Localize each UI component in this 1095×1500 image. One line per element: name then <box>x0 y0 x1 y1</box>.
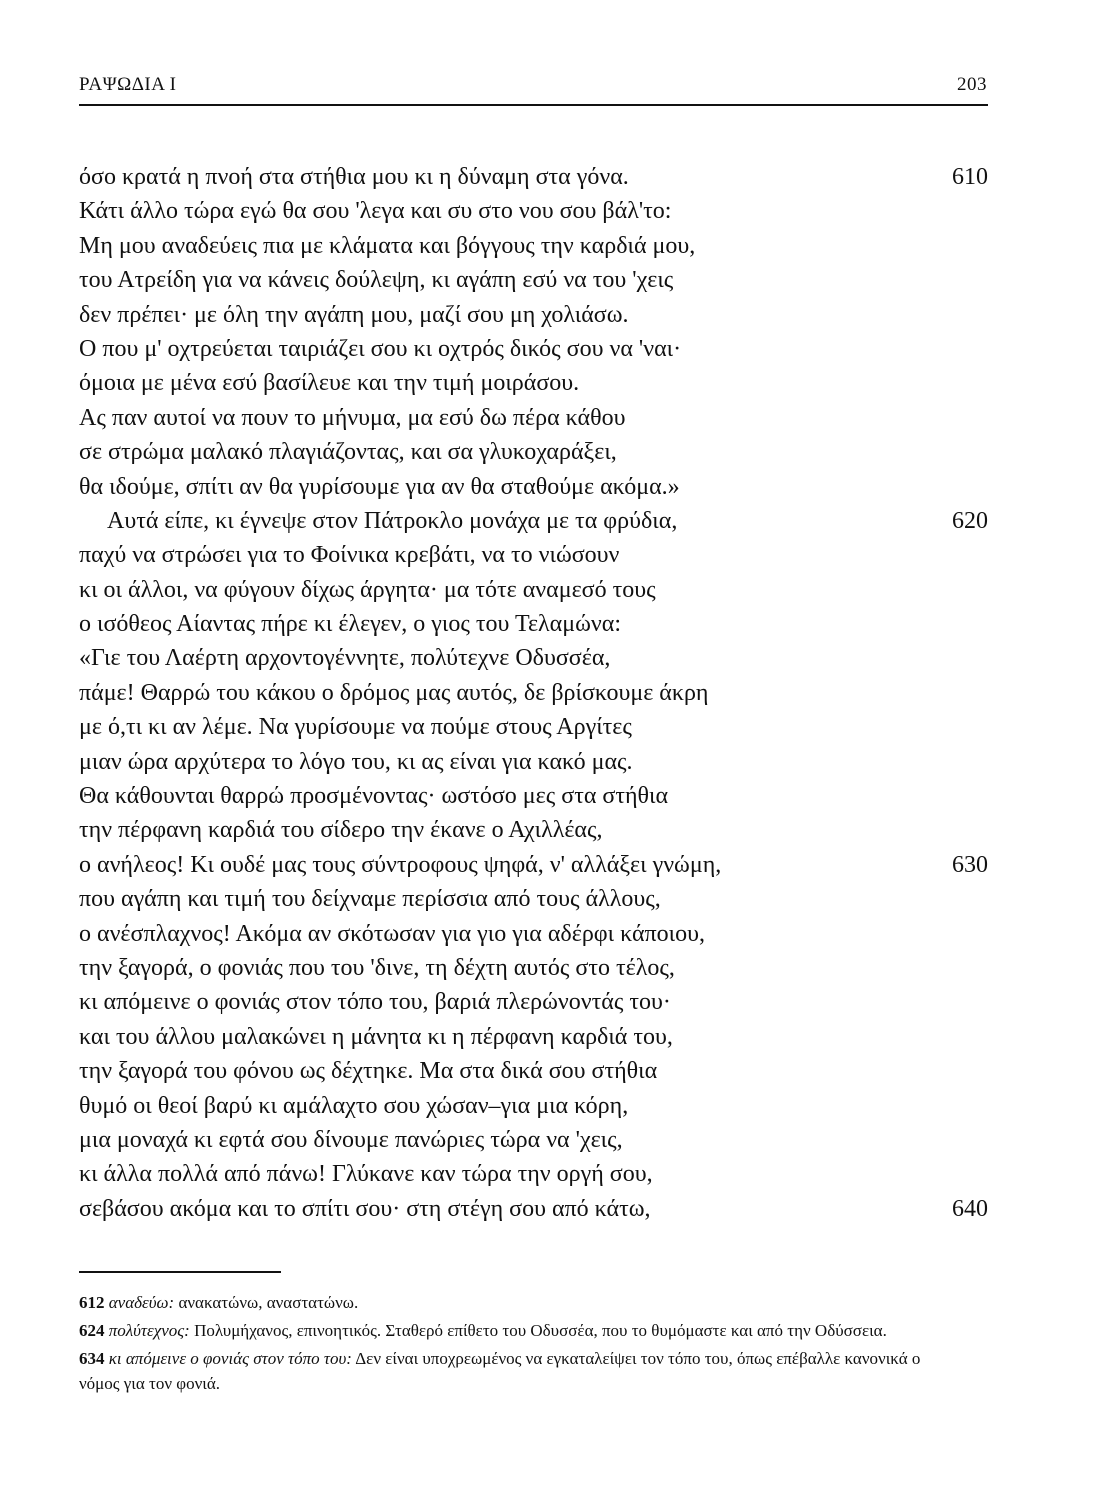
verse-text: παχύ να στρώσει για το Φοίνικα κρεβάτι, να το νιώσουν <box>79 542 620 569</box>
verse-text: Αυτά είπε, κι έγνεψε στον Πάτροκλο μονάχα με τα φρύδια, <box>107 507 678 534</box>
verse-line <box>79 607 988 641</box>
footnote <box>79 1346 939 1396</box>
verse-text: που αγάπη και τιμή του δείχναμε περίσσια από τους άλλους, <box>79 886 661 913</box>
verse-text: ο ισόθεος Αίαντας πήρε κι έλεγεν, ο γιος του Τελαμώνα: <box>79 611 621 638</box>
verse-text: και του άλλου μαλακώνει η μάνητα κι η πέρφανη καρδιά του, <box>79 1023 673 1050</box>
verse-line <box>79 813 988 847</box>
verse-text: κι άλλα πολλά από πάνω! Γλύκανε καν τώρα την οργή σου, <box>79 1161 653 1188</box>
verse-text: όσο κρατά η πνοή στα στήθια μου κι η δύναμη στα γόνα. <box>79 164 629 190</box>
verse-line <box>79 435 988 469</box>
verse-line <box>79 951 988 985</box>
footnote <box>79 1318 939 1343</box>
verse-text: Ας παν αυτοί να πουν το μήνυμα, μα εσύ δω πέρα κάθου <box>79 404 626 431</box>
verse-line <box>79 848 988 882</box>
verse-text: πάμε! Θαρρώ του κάκου ο δρόμος μας αυτός, δε βρίσκουμε άκρη <box>79 679 709 706</box>
verse-line <box>79 229 988 263</box>
verse-line <box>79 366 988 400</box>
verse-line <box>79 1089 988 1123</box>
verse-text: την ξαγορά του φόνου ως δέχτηκε. Μα στα δικά σου στήθια <box>79 1058 658 1085</box>
book-title: ΡΑΨΩΔΙΑ Ι <box>79 74 177 95</box>
verse-text: όμοια με μένα εσύ βασίλευε και την τιμή μοιράσου. <box>79 370 580 397</box>
verse-line <box>79 160 988 194</box>
verse-text: με ό,τι κι αν λέμε. Να γυρίσουμε να πούμε στους Αργίτες <box>79 714 632 741</box>
footnote-rule <box>79 1271 281 1273</box>
line-number: 620 <box>952 507 988 534</box>
verse-line <box>79 573 988 607</box>
verse-line <box>79 710 988 744</box>
verse-line <box>79 470 988 504</box>
footnotes <box>79 1290 939 1399</box>
verse-text: κι οι άλλοι, να φύγουν δίχως άργητα· μα τότε αναμεσό τους <box>79 576 656 603</box>
verse-text: Κάτι άλλο τώρα εγώ θα σου 'λεγα και συ στο νου σου βάλ'το: <box>79 198 672 225</box>
running-head <box>79 74 987 102</box>
verse-line <box>79 985 988 1019</box>
verse-line <box>79 676 988 710</box>
verse-line <box>79 298 988 332</box>
line-number: 640 <box>952 1195 988 1222</box>
verse-text: ο ανέσπλαχνος! Ακόμα αν σκότωσαν για γιο για αδέρφι κάποιου, <box>79 920 706 947</box>
verse-block <box>79 160 988 1226</box>
verse-line <box>79 641 988 675</box>
verse-text: την ξαγορά, ο φονιάς που του 'δινε, τη δέχτη αυτός στο τέλος, <box>79 954 675 981</box>
verse-text: θυμό οι θεοί βαρύ κι αμάλαχτο σου χώσαν–για μια κόρη, <box>79 1092 629 1119</box>
footnote-text: Δεν είναι υποχρεωμένος να εγκαταλείψει τον τόπο του, όπως επέβαλλε κανονικά ο νόμος για τον φονιά. <box>79 1349 921 1393</box>
verse-text: σεβάσου ακόμα και το σπίτι σου· στη στέγη σου από κάτω, <box>79 1195 651 1222</box>
verse-line <box>79 917 988 951</box>
verse-text: Ο που μ' οχτρεύεται ταιριάζει σου κι οχτρός δικός σου να 'ναι· <box>79 335 682 362</box>
verse-text: Θα κάθουνται θαρρώ προσμένοντας· ωστόσο μες στα στήθια <box>79 783 669 810</box>
verse-line <box>79 401 988 435</box>
footnote-ref: 612 <box>79 1293 105 1312</box>
verse-line <box>79 1157 988 1191</box>
footnote-lemma: αναδεύω: <box>108 1293 175 1312</box>
verse-text: δεν πρέπει· με όλη την αγάπη μου, μαζί σου μη χολιάσω. <box>79 301 629 328</box>
verse-text: θα ιδούμε, σπίτι αν θα γυρίσουμε για αν θα σταθούμε ακόμα.» <box>79 473 680 500</box>
verse-line <box>79 1020 988 1054</box>
line-number: 610 <box>952 164 988 190</box>
line-number: 630 <box>952 851 988 878</box>
verse-line <box>79 745 988 779</box>
verse-text: «Γιε του Λαέρτη αρχοντογέννητε, πολύτεχνε Οδυσσέα, <box>79 645 611 672</box>
footnote-lemma: πολύτεχνος: <box>108 1321 190 1340</box>
verse-line <box>79 1192 988 1226</box>
page-number: 203 <box>957 74 987 95</box>
verse-text: ο ανήλεος! Κι ουδέ μας τους σύντροφους ψηφά, ν' αλλάξει γνώμη, <box>79 851 722 878</box>
verse-text: μιαν ώρα αρχύτερα το λόγο του, κι ας είναι για κακό μας. <box>79 748 633 775</box>
footnote-ref: 624 <box>79 1321 105 1340</box>
verse-text: κι απόμεινε ο φονιάς στον τόπο του, βαριά πλερώνοντάς του· <box>79 989 671 1016</box>
footnote-ref: 634 <box>79 1349 105 1368</box>
verse-line <box>79 332 988 366</box>
footnote-lemma: κι απόμεινε ο φονιάς στον τόπο του: <box>108 1349 352 1368</box>
footnote-text: Πολυμήχανος, επινοητικός. Σταθερό επίθετο του Οδυσσέα, που το θυμόμαστε και από την Οδύσσεια. <box>189 1321 887 1340</box>
verse-line <box>79 1054 988 1088</box>
verse-line <box>79 882 988 916</box>
verse-line <box>79 1123 988 1157</box>
verse-text: του Ατρείδη για να κάνεις δούλεψη, κι αγάπη εσύ να του 'χεις <box>79 267 674 294</box>
verse-text: Μη μου αναδεύεις πια με κλάματα και βόγγους την καρδιά μου, <box>79 232 696 259</box>
verse-line <box>79 194 988 228</box>
footnote <box>79 1290 939 1315</box>
verse-text: την πέρφανη καρδιά του σίδερο την έκανε ο Αχιλλέας, <box>79 817 603 844</box>
verse-line <box>79 504 988 538</box>
verse-text: μια μοναχά κι εφτά σου δίνουμε πανώριες τώρα να 'χεις, <box>79 1126 623 1153</box>
footnote-text: ανακατώνω, αναστατώνω. <box>174 1293 359 1312</box>
verse-line <box>79 779 988 813</box>
verse-line <box>79 263 988 297</box>
verse-line <box>79 538 988 572</box>
verse-text: σε στρώμα μαλακό πλαγιάζοντας, και σα γλυκοχαράξει, <box>79 439 617 466</box>
header-rule <box>79 104 988 106</box>
